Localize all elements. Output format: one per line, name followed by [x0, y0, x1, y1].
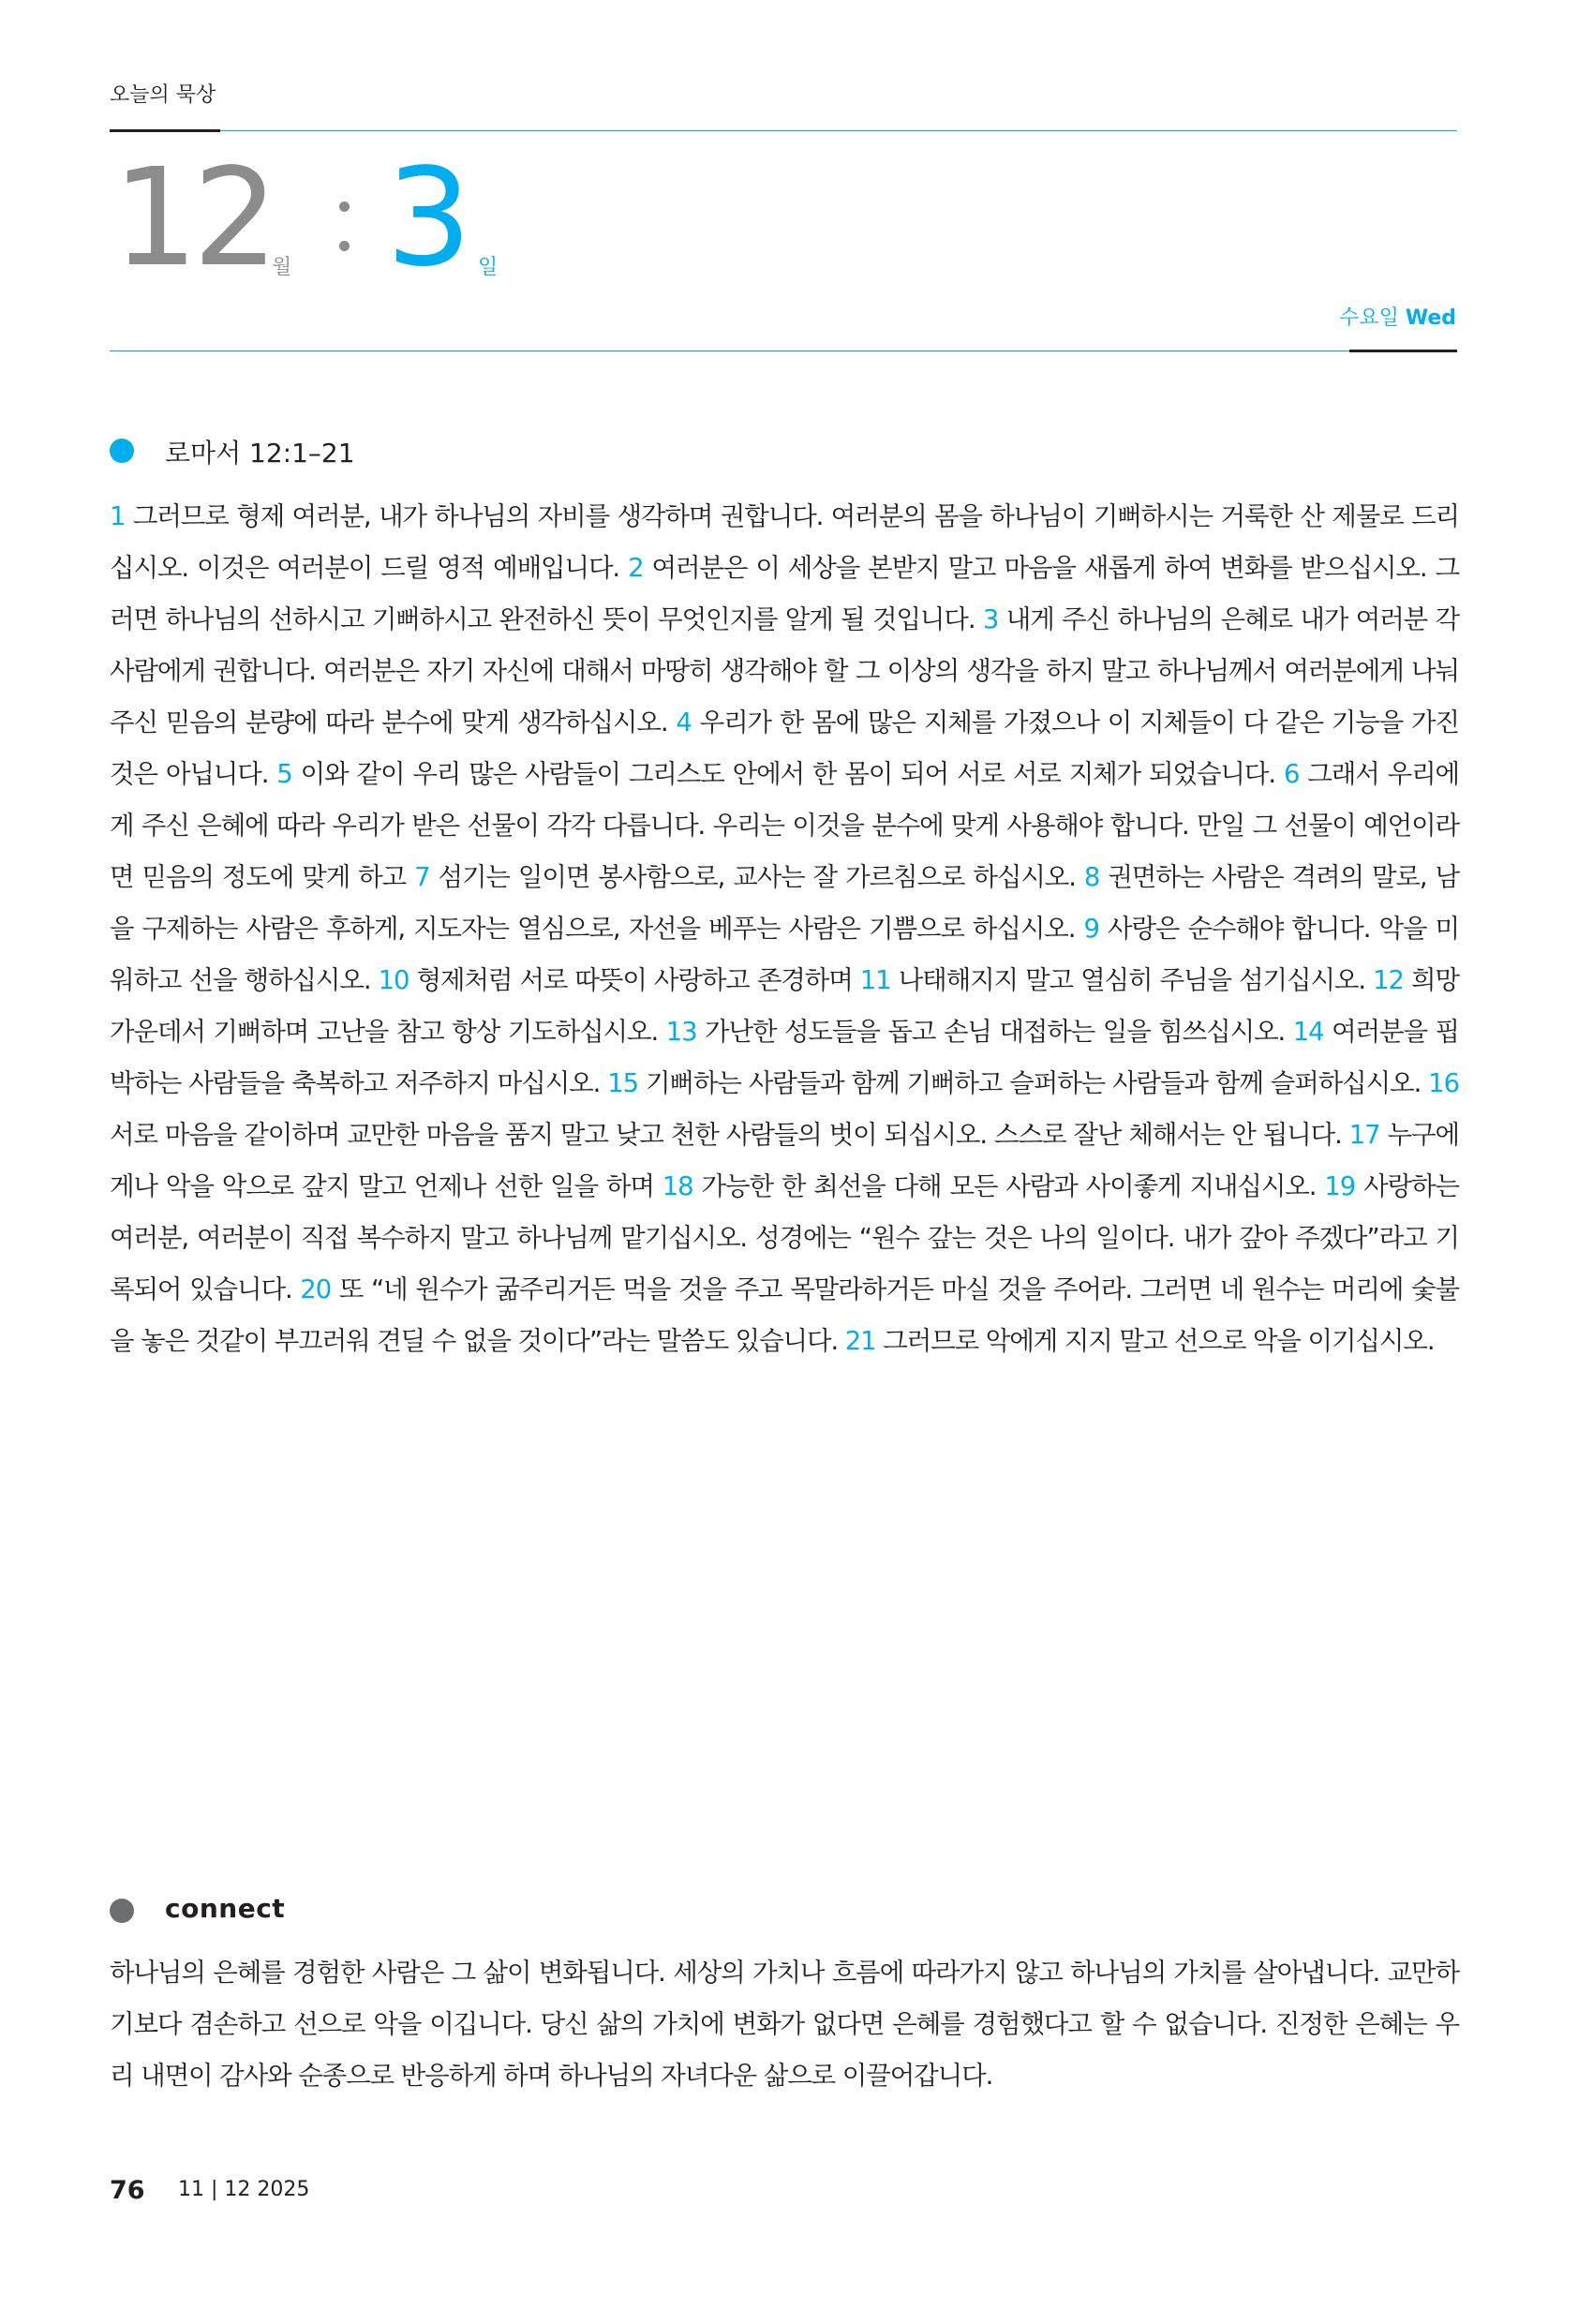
verse-text: 그러므로 악에게 지지 말고 선으로 악을 이기십시오.: [883, 1326, 1435, 1356]
verse-number: 5: [276, 759, 292, 789]
verse-text: 가능한 한 최선을 다해 모든 사람과 사이좋게 지내십시오.: [701, 1171, 1317, 1201]
verse-text: 나태해지지 말고 열심히 주님을 섬기십시오.: [898, 965, 1366, 995]
verse-number: 16: [1428, 1068, 1459, 1098]
header-rule-blue: [220, 130, 1457, 131]
verse-text: 형제처럼 서로 따뜻이 사랑하고 존경하며: [416, 965, 853, 995]
page-number: 76: [110, 2176, 145, 2205]
verse-text: 사랑은 순수해야 합니다. 악을 미워하고 선을 행하십시오.: [110, 914, 1459, 995]
verse-text: 또 “네 원수가 굶주리거든 먹을 것을 주고 목말라하거든 마실 것을 주어라. 그러면 네 원수는 머리에 숯불을 놓은 것같이 부끄러워 견딜 수 없을 것이다”라는 말씀도 있습니다.: [110, 1274, 1459, 1356]
connect-bullet-icon: [110, 1899, 134, 1923]
header-rule-dark: [110, 129, 220, 132]
verse-text: 희망 가운데서 기뻐하며 고난을 참고 항상 기도하십시오.: [110, 965, 1459, 1047]
verse-text: 가난한 성도들을 돕고 손님 대접하는 일을 힘쓰십시오.: [705, 1017, 1286, 1047]
verse-text: 여러분을 핍박하는 사람들을 축복하고 저주하지 마십시오.: [110, 1017, 1459, 1098]
section-label: 오늘의 묵상: [110, 83, 216, 107]
verse-number: 3: [982, 604, 999, 634]
verse-number: 13: [665, 1017, 697, 1047]
verse-text: 서로 마음을 같이하며 교만한 마음을 품지 말고 낮고 천한 사람들의 벗이 되십시오. 스스로 잘난 체해서는 안 됩니다.: [110, 1120, 1342, 1150]
verse-number: 8: [1083, 862, 1100, 892]
verse-number: 14: [1292, 1017, 1324, 1047]
scripture-reference: 로마서 12:1–21: [165, 438, 355, 469]
date-colon: [339, 192, 350, 260]
verse-number: 20: [300, 1274, 332, 1304]
verse-text: 기뻐하는 사람들과 함께 기뻐하고 슬퍼하는 사람들과 함께 슬퍼하십시오.: [645, 1068, 1422, 1098]
weekday-ko: 수요일: [1339, 306, 1399, 330]
colon-dot-bottom: [339, 241, 350, 251]
date-rule-blue: [110, 350, 1349, 351]
month-unit: 월: [272, 256, 292, 279]
verse-text: 그래서 우리에게 주신 은혜에 따라 우리가 받은 선물이 각각 다릅니다. 우리는 이것을 분수에 맞게 사용해야 합니다. 만일 그 선물이 예언이라면 믿음의 정도에 맞게 하고: [110, 759, 1460, 892]
verse-number: 7: [414, 862, 430, 892]
weekday: [1339, 302, 1456, 331]
month-number: 12: [112, 139, 274, 296]
verse-number: 4: [676, 708, 692, 737]
verse-number: 18: [662, 1171, 693, 1201]
weekday-en: Wed: [1405, 306, 1456, 330]
verse-number: 12: [1373, 965, 1404, 995]
connect-title: connect: [165, 1893, 286, 1924]
verse-text: 그러므로 형제 여러분, 내가 하나님의 자비를 생각하며 권합니다. 여러분의 몸을 하나님이 기뻐하시는 거룩한 산 제물로 드리십시오. 이것은 여러분이 드릴 영적 예배입니다.: [110, 501, 1459, 583]
verse-text: 권면하는 사람은 격려의 말로, 남을 구제하는 사람은 후하게, 지도자는 열심으로, 자선을 베푸는 사람은 기쁨으로 하십시오.: [110, 862, 1459, 944]
day-number: 3: [386, 139, 472, 296]
verse-number: 11: [859, 965, 891, 995]
scripture-text: [110, 491, 1459, 1367]
verse-text: 섬기는 일이면 봉사함으로, 교사는 잘 가르침으로 하십시오.: [438, 862, 1076, 892]
verse-number: 2: [628, 553, 644, 583]
day-unit: 일: [478, 256, 499, 279]
issue-date: 11 | 12 2025: [178, 2178, 310, 2201]
connect-text: 하나님의 은혜를 경험한 사람은 그 삶이 변화됩니다. 세상의 가치나 흐름에 따라가지 않고 하나님의 가치를 살아냅니다. 교만하기보다 겸손하고 선으로 악을 이깁니다. 당신 삶의 가치에 변화가 없다면 은혜를 경험했다고 할 수 없습니다. 진정한 은혜는 우리 내면이 감사와 순종으로 반응하게 하며 하나님의 자녀다운 삶으로 이끌어갑니다.: [110, 1958, 1459, 2091]
verse-text: 이와 같이 우리 많은 사람들이 그리스도 안에서 한 몸이 되어 서로 서로 지체가 되었습니다.: [300, 759, 1276, 789]
verse-number: 9: [1083, 914, 1099, 944]
verse-number: 19: [1324, 1171, 1356, 1201]
verse-number: 1: [110, 501, 126, 531]
verse-number: 6: [1283, 759, 1300, 789]
verse-text: 우리가 한 몸에 많은 지체를 가졌으나 이 지체들이 다 같은 기능을 가진 것은 아닙니다.: [110, 708, 1459, 789]
verse-text: 내게 주신 하나님의 은혜로 내가 여러분 각 사람에게 권합니다. 여러분은 자기 자신에 대해서 마땅히 생각해야 할 그 이상의 생각을 하지 말고 하나님께서 여러분에게 나눠 주신 믿음의 분량에 따라 분수에 맞게 생각하십시오.: [110, 604, 1459, 737]
verse-number: 15: [607, 1068, 639, 1098]
verse-number: 21: [844, 1326, 876, 1356]
date-rule-dark: [1349, 350, 1457, 352]
scripture-bullet-icon: [110, 439, 134, 463]
colon-dot-top: [339, 201, 350, 212]
verse-text: 여러분은 이 세상을 본받지 말고 마음을 새롭게 하여 변화를 받으십시오. 그러면 하나님의 선하시고 기뻐하시고 완전하신 뜻이 무엇인지를 알게 될 것입니다.: [110, 553, 1459, 634]
verse-text: 사랑하는 여러분, 여러분이 직접 복수하지 말고 하나님께 맡기십시오. 성경에는 “원수 갚는 것은 나의 일이다. 내가 갚아 주겠다”라고 기록되어 있습니다.: [110, 1171, 1459, 1304]
verse-number: 17: [1348, 1120, 1380, 1150]
verse-text: 누구에게나 악을 악으로 갚지 말고 언제나 선한 일을 하며: [110, 1120, 1459, 1201]
verse-number: 10: [378, 965, 409, 995]
